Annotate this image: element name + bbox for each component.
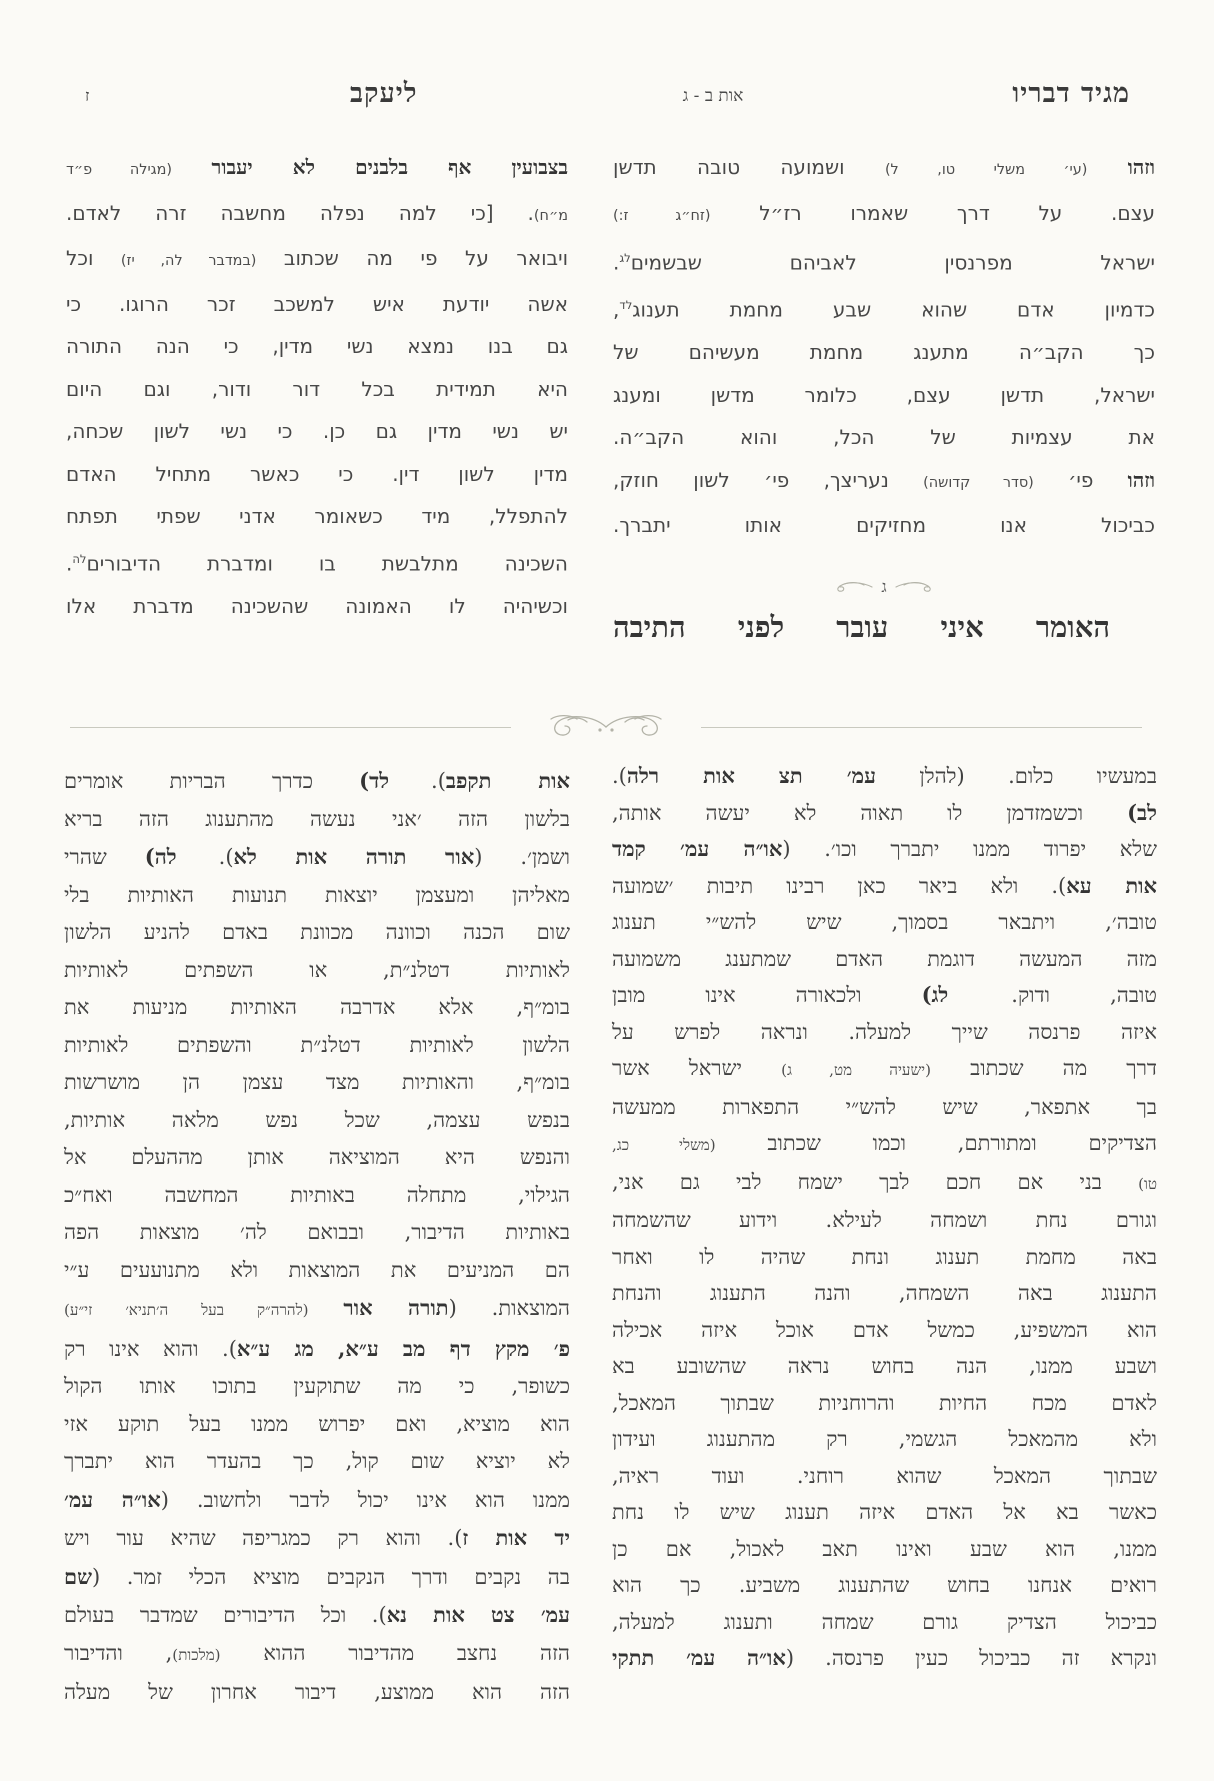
text-line: מזה המעשה דוגמת האדם שמתענג משמועה: [612, 946, 1157, 971]
text-line: רואים אנחנו בחוש שהתענוג משביע. כך הוא: [612, 1573, 1157, 1597]
text-line: במעשיו כלום. (להלן עמ׳ תצ אות רלה).: [612, 763, 1157, 788]
text-line: הוא מוציא, ואם יפרוש ממנו בעל תוקע אזי: [64, 1411, 570, 1436]
text-line: אות עא). ולא ביאר כאן רבינו תיבות ׳שמועה: [612, 872, 1157, 898]
section-divider: [70, 712, 1142, 742]
page-number: ז: [85, 86, 90, 105]
text-line: כביכול אנו מחזיקים אותו יתברך.: [613, 513, 1155, 538]
text-line: מ״ח). [כי למה נפלה מחשבה זרה לאדם.: [66, 200, 568, 225]
text-line: הלשון לאותיות דטלנ״ת והשפתים לאותיות: [64, 1032, 570, 1057]
text-line: עצם. על דרך שאמרו רז״ל (זח״ג ז:): [613, 200, 1155, 225]
text-line: בה נקבים ודרך הנקבים מוציא הכלי זמר. (שם: [64, 1563, 570, 1589]
text-line: את עצמיות של הכל, והוא הקב״ה.: [613, 425, 1155, 450]
text-line: לא יוציא שום קול, כך בהעדר הוא יתברך: [64, 1449, 570, 1473]
text-line: אות תקפב). לד) כדרך הבריות אומרים: [64, 768, 570, 793]
text-line: הזה נחצב מהדיבור ההוא (מלכות), והדיבור: [64, 1640, 571, 1665]
text-line: אשה יודעת איש למשכב זכר הרוגו. כי: [66, 291, 568, 316]
text-line: וזהו (עי׳ משלי טו, ל) ושמועה טובה תדשן: [613, 155, 1156, 179]
text-line: פ׳ מקץ דף מב ע״א, מג ע״א). והוא אינו רק: [64, 1335, 570, 1361]
text-line: כך הקב״ה מתענג מחמת מעשיהם של: [613, 340, 1155, 365]
text-line: וזהו פי׳ (סדר קדושה) נעריצך, פי׳ לשון חוזק,: [613, 467, 1155, 492]
bottom-left-column: [64, 762, 570, 1712]
text-line: בצבועין אף בלבנים לא יעבור (מגילה פ״ד: [66, 155, 568, 179]
text-line: טובה׳, ויתבאר בסמוך, שיש להש״י תענוג: [612, 910, 1157, 934]
text-line: טו) בני אם חכם לבך ישמח לבי גם אני,: [612, 1169, 1157, 1194]
text-line: היא תמידית בכל דור ודור, וגם היום: [66, 376, 568, 401]
text-line: באה מחמת תענוג ונחת שהיה לו ואחר: [612, 1244, 1157, 1269]
text-line: בנפש עצמה, שכל נפש מלאה אותיות,: [64, 1107, 570, 1132]
text-line: שום הכנה וכוונה מכוונת באדם להניע הלשון: [64, 920, 570, 944]
text-line: ונקרא זה כביכול כעין פרנסה. (או״ה עמ׳ תתקי: [612, 1645, 1157, 1670]
text-line: ולא מהמאכל הגשמי, רק מהתענוג ועידון: [612, 1427, 1157, 1451]
text-line: יש נשי מדין גם כן. כי נשי לשון שכחה,: [66, 419, 568, 443]
text-line: בלשון הזה ׳אני נעשה מהתענוג הזה בריא: [64, 806, 570, 831]
text-line: בך אתפאר, שיש להש״י התפארות ממעשה: [612, 1094, 1157, 1119]
text-line: מדין לשון דין. כי כאשר מתחיל האדם: [66, 461, 568, 486]
flourish-icon: [830, 580, 874, 594]
text-line: מאליהן ומעצמן יוצאות תנועות האותיות בלי: [64, 882, 570, 907]
text-line: לאדם מכח החיות והרוחניות שבתוך המאכל,: [612, 1390, 1157, 1415]
text-line: השכינה מתלבשת בו ומדברת הדיבורים$^{לה}$.: [66, 551, 568, 576]
text-line: כשופר, כי מה שתוקעין בתוכו אותו הקול: [64, 1374, 570, 1398]
text-line: ושבע ממנו, הנה בחוש נראה שהשובע בא: [612, 1354, 1157, 1378]
text-line: הוא המשפיע, כמשל אדם אוכל איזה אכילה: [612, 1317, 1157, 1342]
text-line: בומ״ף, והאותיות מצד עצמן הן מושרשות: [64, 1070, 570, 1094]
text-line: ישראל מפרנסין לאביהם שבשמים$^{לג}$.: [613, 250, 1155, 275]
text-line: הצדיקים ומתורתם, וכמו שכתוב (משלי כג,: [612, 1131, 1157, 1155]
text-line: בומ״ף, אלא אדרבה האותיות מניעות את: [64, 995, 570, 1019]
bottom-right-column: [612, 758, 1157, 1677]
divider-flourish-icon: [511, 713, 701, 741]
text-line: שלא יפרוד ממנו יתברך וכו׳. (או״ה עמ׳ קמד: [612, 836, 1157, 861]
text-line: הם המניעים את המוצאות ולא מתנועעים ע״י: [64, 1257, 570, 1282]
divider-rule: [70, 727, 511, 728]
section-range: אות ב - ג: [682, 86, 744, 106]
text-line: ממנו הוא אינו יכול לדבר ולחשוב. (או״ה עמ׳: [64, 1486, 570, 1512]
text-line: לאותיות דטלנ״ת, או השפתים לאותיות: [64, 957, 570, 982]
text-line: לב) וכשמזדמן לו תאוה לא יעשה אותה,: [612, 799, 1157, 825]
text-line: וגורם נחת ושמחה לעילא. וידוע שהשמחה: [612, 1208, 1157, 1232]
text-line: ישראל, תדשן עצם, כלומר מדשן ומענג: [613, 382, 1155, 407]
text-line: ושמן׳. (אור תורה אות לא). לה) שהרי: [64, 844, 571, 869]
text-line: להתפלל, מיד כשאומר אדני שפתי תפתח: [66, 504, 568, 528]
text-line: הגילוי, מתחלה באותיות המחשבה ואח״כ: [64, 1182, 570, 1207]
text-line: התענוג באה השמחה, והנה התענוג והנחת: [612, 1281, 1157, 1305]
text-line: עמ׳ צט אות נא). וכל הדיבורים שמדבר בעולם: [64, 1602, 571, 1627]
text-line: גם בנו נמצא נשי מדין, כי הנה התורה: [66, 334, 568, 358]
text-line: איזה פרנסה שייך למעלה. ונראה לפרש על: [612, 1019, 1157, 1044]
text-line: באותיות הדיבור, ובבואם לה׳ מוצאות הפה: [64, 1220, 570, 1244]
text-line: כביכול הצדיק גורם שמחה ותענוג למעלה,: [612, 1609, 1157, 1634]
text-line: דרך מה שכתוב (ישעיה מט, ג) ישראל אשר: [612, 1056, 1157, 1080]
flourish-icon: [894, 580, 938, 594]
top-left-column: [66, 146, 568, 627]
text-line: והנפש היא המוציאה אותן מההעלם אל: [64, 1145, 570, 1169]
text-line: טובה, ודוק. לג) ולכאורה אינו מובן: [612, 982, 1157, 1007]
text-line: וכשיהיה לו האמונה שהשכינה מדברת אלו: [66, 593, 568, 618]
text-line: כאשר בא אל האדם איזה תענוג שיש לו נחת: [612, 1500, 1157, 1524]
top-right-column: [613, 146, 1155, 547]
text-line: הזה הוא ממוצע, דיבור אחרון של מעלה: [64, 1680, 570, 1704]
book-title-left: ליעקב: [350, 78, 418, 109]
text-line: שבתוך המאכל שהוא רוחני. ועוד ראיה,: [612, 1463, 1157, 1488]
text-line: יד אות ז). והוא רק כמגריפה שהיא עור ויש: [64, 1525, 570, 1550]
chapter-ornament: [613, 572, 1155, 602]
chapter-letter: ג: [881, 577, 887, 596]
text-line: כדמיון אדם שהוא שבע מחמת תענוג$^{לד}$,: [613, 297, 1155, 322]
chapter-heading: האומר איני עובר לפני התיבה: [613, 610, 1110, 644]
text-line: ממנו, הוא שבע ואינו תאב לאכול, אם כן: [612, 1536, 1157, 1561]
text-line: המוצאות. (תורה אור (להרה״ק בעל ה׳תניא׳ זי״ע): [64, 1295, 571, 1320]
text-line: ויבואר על פי מה שכתוב (במדבר לה, יז) וכל: [66, 246, 569, 270]
divider-rule: [701, 727, 1142, 728]
book-title-right: מגיד דבריו: [1012, 78, 1130, 109]
